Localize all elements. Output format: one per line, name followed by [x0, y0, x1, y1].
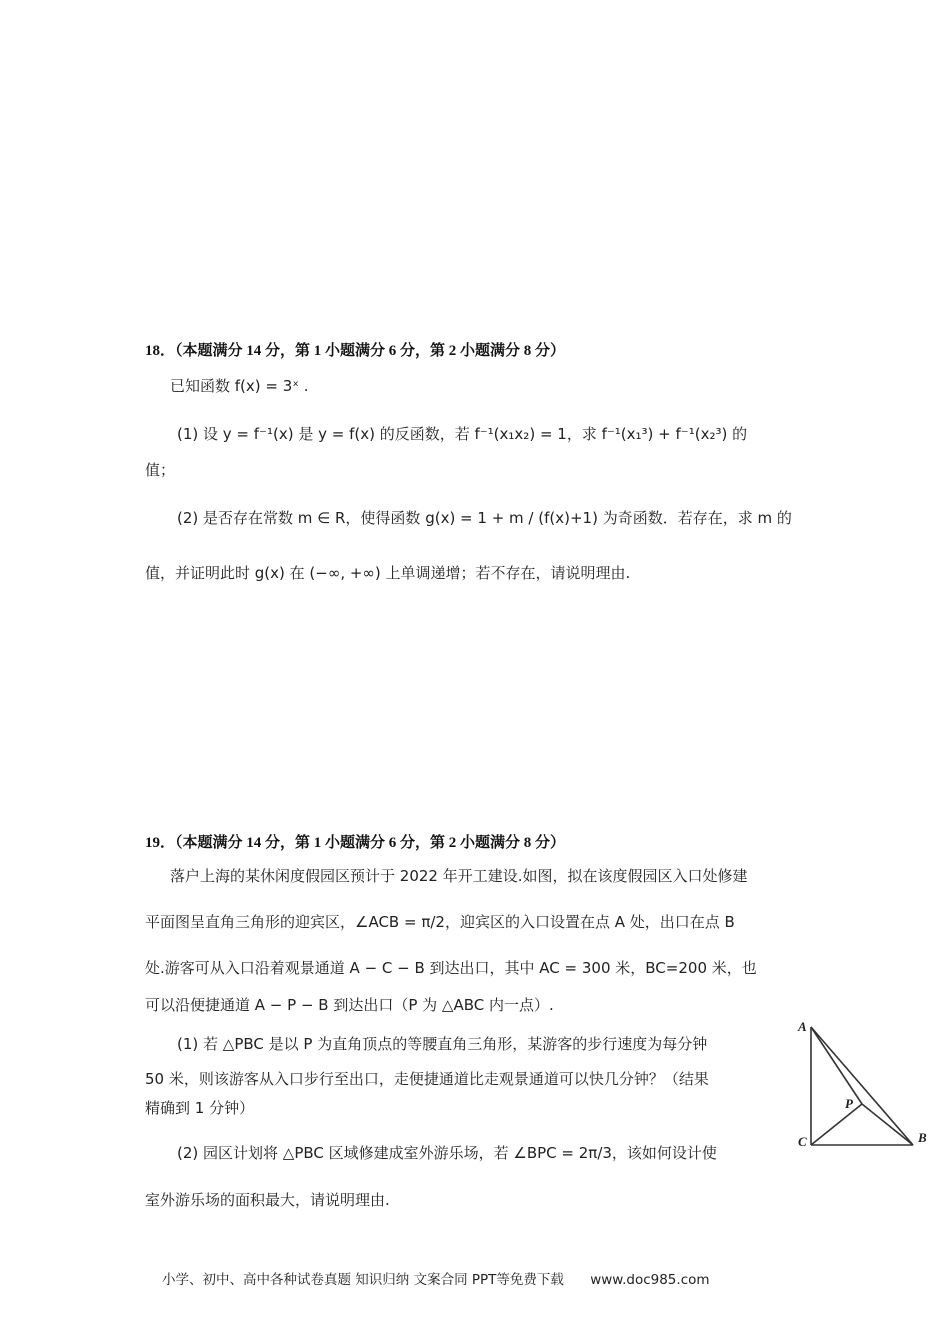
footer-url[interactable]: www.doc985.com: [590, 1272, 710, 1288]
q19-part1-line: (1) 若 △PBC 是以 P 为直角顶点的等腰直角三角形，某游客的步行速度为每分钟: [177, 1035, 708, 1053]
triangle-figure: [790, 1015, 940, 1160]
q19-part1-line: 精确到 1 分钟）: [145, 1099, 255, 1117]
q19-line: 可以沿便捷通道 A − P − B 到达出口（P 为 △ABC 内一点）.: [145, 996, 554, 1014]
label-c: C: [798, 1134, 807, 1149]
q18-given: 已知函数 f(x) = 3ˣ .: [170, 377, 309, 395]
q19-heading: 19．（本题满分 14 分，第 1 小题满分 6 分，第 2 小题满分 8 分）: [145, 835, 566, 851]
q18-heading: 18．（本题满分 14 分，第 1 小题满分 6 分，第 2 小题满分 8 分）: [145, 343, 566, 359]
q19-part2-line: 室外游乐场的面积最大，请说明理由.: [145, 1191, 390, 1209]
q18-part2-line2: 值，并证明此时 g(x) 在 (−∞, +∞) 上单调递增；若不存在，请说明理由.: [145, 564, 631, 582]
footer-text: 小学、初中、高中各种试卷真题 知识归纳 文案合同 PPT等免费下载: [162, 1272, 564, 1288]
label-b: B: [918, 1130, 927, 1145]
q19-line: 平面图呈直角三角形的迎宾区，∠ACB = π/2，迎宾区的入口设置在点 A 处，出口在点 B: [145, 913, 735, 931]
label-p: P: [845, 1096, 853, 1111]
segment-pb: [862, 1104, 913, 1145]
q19-part1-line: 50 米，则该游客从入口步行至出口，走便捷通道比走观景通道可以快几分钟？（结果: [145, 1070, 709, 1088]
segment-ap: [811, 1027, 862, 1104]
segment-ab: [811, 1027, 913, 1145]
q18-part2-line1: (2) 是否存在常数 m ∈ R，使得函数 g(x) = 1 + m / (f(x)+1) 为奇函数．若存在，求 m 的: [177, 509, 792, 527]
q19-line: 处.游客可从入口沿着观景通道 A − C − B 到达出口，其中 AC = 300 米，BC=200 米，也: [145, 959, 757, 977]
footer: [162, 1268, 710, 1288]
segment-cp: [811, 1104, 862, 1145]
q18-part1-line2: 值；: [145, 461, 176, 479]
label-a: A: [798, 1019, 807, 1034]
q19-part2-line: (2) 园区计划将 △PBC 区域修建成室外游乐场，若 ∠BPC = 2π/3，该如何设计使: [177, 1144, 717, 1162]
q19-line: 落户上海的某休闲度假园区预计于 2022 年开工建设.如图，拟在该度假园区入口处修建: [170, 867, 748, 885]
q18-part1-line1: (1) 设 y = f⁻¹(x) 是 y = f(x) 的反函数，若 f⁻¹(x₁x₂) = 1，求 f⁻¹(x₁³) + f⁻¹(x₂³) 的: [177, 425, 748, 443]
